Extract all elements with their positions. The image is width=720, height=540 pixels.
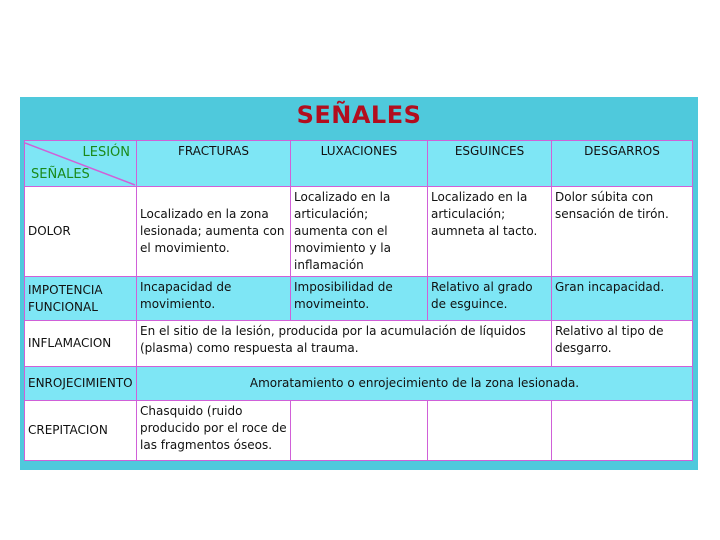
row-label-inflamacion: INFLAMACION [25,321,137,367]
row-label-impotencia: IMPOTENCIA FUNCIONAL [25,277,137,321]
table-row-inflamacion [25,321,693,367]
column-header-esguinces: ESGUINCES [428,141,552,187]
page-title: SEÑALES [296,101,422,129]
row-label-crepitacion: CREPITACION [25,401,137,461]
cell-impotencia-esguinces: Relativo al grado de esguince. [428,277,552,321]
table-row-impotencia [25,277,693,321]
cell-impotencia-luxaciones: Imposibilidad de movimeinto. [291,277,428,321]
row-label-enrojecimiento: ENROJECIMIENTO [25,367,137,401]
signs-table [24,140,693,461]
signs-panel [20,97,698,470]
table-row-enrojecimiento [25,367,693,401]
column-header-luxaciones: LUXACIONES [291,141,428,187]
cell-inflamacion-merged: En el sitio de la lesión, producida por la acumulación de líquidos (plasma) como respuesta al trauma. [137,321,552,367]
table-row-crepitacion [25,401,693,461]
row-label-dolor: DOLOR [25,187,137,277]
cell-impotencia-fracturas: Incapacidad de movimiento. [137,277,291,321]
corner-lesion-label: LESIÓN [82,145,130,160]
cell-inflamacion-desgarros: Relativo al tipo de desgarro. [552,321,693,367]
cell-crepitacion-desgarros [552,401,693,461]
cell-crepitacion-fracturas: Chasquido (ruido producido por el roce de las fragmentos óseos. [137,401,291,461]
cell-crepitacion-esguinces [428,401,552,461]
cell-enrojecimiento-merged: Amoratamiento o enrojecimiento de la zona lesionada. [137,367,693,401]
column-header-desgarros: DESGARROS [552,141,693,187]
cell-dolor-luxaciones: Localizado en la articulación; aumenta con el movimiento y la inflamación [291,187,428,277]
cell-impotencia-desgarros: Gran incapacidad. [552,277,693,321]
corner-senales-label: SEÑALES [31,167,90,182]
column-header-fracturas: FRACTURAS [137,141,291,187]
cell-dolor-fracturas: Localizado en la zona lesionada; aumenta con el movimiento. [137,187,291,277]
cell-dolor-desgarros: Dolor súbita con sensación de tirón. [552,187,693,277]
table-header-row [25,141,693,187]
cell-dolor-esguinces: Localizado en la articulación; aumneta al tacto. [428,187,552,277]
table-row-dolor [25,187,693,277]
cell-crepitacion-luxaciones [291,401,428,461]
corner-cell [25,141,137,187]
